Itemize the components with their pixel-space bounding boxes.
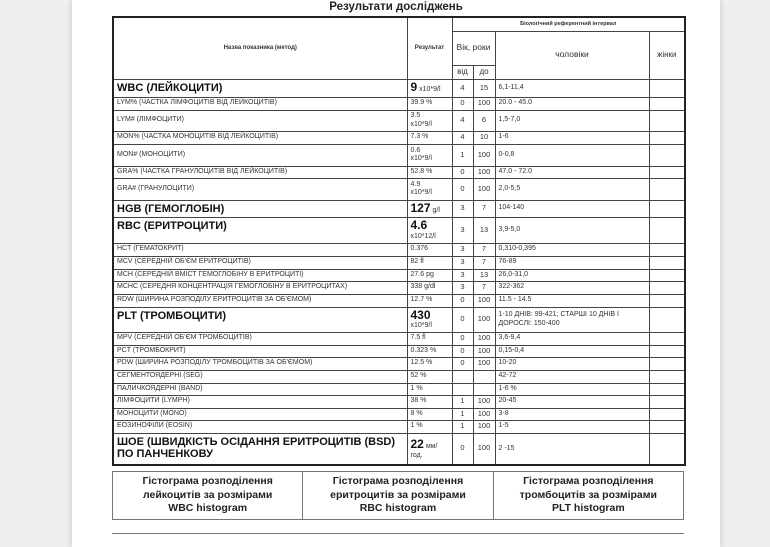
table-row bbox=[113, 281, 685, 294]
row-ref-male: 26,0-31,0 bbox=[495, 269, 649, 281]
row-age-from: 3 bbox=[452, 200, 473, 217]
row-age-from: 3 bbox=[452, 217, 473, 243]
row-age-from: 1 bbox=[452, 408, 473, 420]
histogram-table bbox=[112, 471, 684, 520]
table-row bbox=[113, 110, 685, 131]
header-name: Назва показника (метод) bbox=[113, 17, 407, 79]
row-age-from bbox=[452, 383, 473, 395]
table-row bbox=[113, 243, 685, 256]
row-ref-male: 3,9-5,0 bbox=[495, 217, 649, 243]
row-ref-female bbox=[649, 131, 685, 144]
row-name: ШОЕ (ШВИДКІСТЬ ОСІДАННЯ ЕРИТРОЦИТІВ (BSD) ПО ПАНЧЕНКОВУ bbox=[113, 433, 407, 465]
row-ref-female bbox=[649, 256, 685, 269]
row-result bbox=[407, 345, 452, 357]
row-ref-male: 42-72 bbox=[495, 370, 649, 383]
row-age-to: 13 bbox=[473, 217, 495, 243]
row-age-from: 0 bbox=[452, 294, 473, 307]
histogram-wbc bbox=[113, 472, 303, 520]
row-age-from: 4 bbox=[452, 110, 473, 131]
row-ref-male: 0,15-0,4 bbox=[495, 345, 649, 357]
results-table bbox=[112, 16, 686, 466]
row-result bbox=[407, 370, 452, 383]
header-female: жінки bbox=[649, 31, 685, 79]
row-result bbox=[407, 395, 452, 408]
row-ref-female bbox=[649, 383, 685, 395]
row-ref-male: 1-5 bbox=[495, 420, 649, 433]
row-age-to: 100 bbox=[473, 345, 495, 357]
row-result bbox=[407, 79, 452, 97]
row-age-from: 3 bbox=[452, 256, 473, 269]
header-age-from: від bbox=[452, 65, 473, 79]
row-ref-female bbox=[649, 110, 685, 131]
row-ref-male: 0-0,8 bbox=[495, 144, 649, 166]
row-result bbox=[407, 166, 452, 178]
row-age-to: 100 bbox=[473, 433, 495, 465]
row-ref-male: 2 -15 bbox=[495, 433, 649, 465]
row-age-from: 4 bbox=[452, 131, 473, 144]
row-name: MON% (ЧАСТКА МОНОЦИТІВ ВІД ЛЕЙКОЦИТІВ) bbox=[113, 131, 407, 144]
histogram-wbc-line2: лейкоцитів за розмірами bbox=[142, 488, 273, 501]
result-value: 39.9 % bbox=[410, 99, 433, 107]
table-row bbox=[113, 178, 685, 200]
table-row bbox=[113, 395, 685, 408]
row-ref-female bbox=[649, 217, 685, 243]
row-age-to bbox=[473, 383, 495, 395]
document-title: Результати досліджень bbox=[329, 1, 463, 13]
row-name: RDW (ШИРИНА РОЗПОДІЛУ ЕРИТРОЦИТІВ ЗА ОБ'ЄМОМ) bbox=[113, 294, 407, 307]
row-result bbox=[407, 217, 452, 243]
row-age-from: 1 bbox=[452, 420, 473, 433]
row-name: LYM% (ЧАСТКА ЛІМФОЦИТІВ ВІД ЛЕЙКОЦИТІВ) bbox=[113, 97, 407, 110]
histogram-plt-line1: Гістограма розподілення bbox=[523, 475, 654, 488]
row-age-to: 100 bbox=[473, 420, 495, 433]
row-ref-female bbox=[649, 370, 685, 383]
row-name: PCT (ТРОМБОКРИТ) bbox=[113, 345, 407, 357]
table-row bbox=[113, 97, 685, 110]
table-row bbox=[113, 131, 685, 144]
row-ref-male: 20.0 - 45.0 bbox=[495, 97, 649, 110]
histogram-wbc-line3: WBC histogram bbox=[168, 502, 248, 515]
row-age-to: 6 bbox=[473, 110, 495, 131]
row-age-from: 0 bbox=[452, 166, 473, 178]
row-name: HCT (ГЕМАТОКРИТ) bbox=[113, 243, 407, 256]
row-name: GRA# (ГРАНУЛОЦИТИ) bbox=[113, 178, 407, 200]
row-ref-female bbox=[649, 178, 685, 200]
row-name: MCH (СЕРЕДНІЙ ВМІСТ ГЕМОГЛОБІНУ В ЕРИТРОЦИТІ) bbox=[113, 269, 407, 281]
row-ref-female bbox=[649, 294, 685, 307]
result-value: 127 bbox=[410, 200, 431, 215]
row-ref-male: 76-89 bbox=[495, 256, 649, 269]
row-ref-male: 1-10 ДНІВ: 99-421; СТАРШІ 10 ДНІВ І ДОРОСЛІ: 150-400 bbox=[495, 307, 649, 332]
row-ref-male: 10-20 bbox=[495, 357, 649, 370]
row-name: GRA% (ЧАСТКА ГРАНУЛОЦИТІВ ВІД ЛЕЙКОЦИТІВ) bbox=[113, 166, 407, 178]
row-age-from: 3 bbox=[452, 269, 473, 281]
table-row bbox=[113, 256, 685, 269]
row-name: HGB (ГЕМОГЛОБІН) bbox=[113, 200, 407, 217]
result-value: 0.6 bbox=[410, 146, 421, 154]
row-result bbox=[407, 110, 452, 131]
row-age-from bbox=[452, 370, 473, 383]
result-value: 8 % bbox=[410, 409, 423, 417]
row-age-to bbox=[473, 370, 495, 383]
row-age-from: 0 bbox=[452, 307, 473, 332]
row-name: ЕОЗИНОФІЛИ (EOSIN) bbox=[113, 420, 407, 433]
row-age-to: 100 bbox=[473, 294, 495, 307]
row-result bbox=[407, 269, 452, 281]
result-value: 38 % bbox=[410, 397, 427, 405]
row-result bbox=[407, 281, 452, 294]
row-ref-male: 6,1-11,4 bbox=[495, 79, 649, 97]
row-age-to: 100 bbox=[473, 357, 495, 370]
result-value: 4.9 bbox=[410, 180, 421, 188]
row-age-from: 3 bbox=[452, 243, 473, 256]
row-result bbox=[407, 332, 452, 345]
row-name: ПАЛИЧКОЯДЕРНІ (BAND) bbox=[113, 383, 407, 395]
row-ref-male: 20-45 bbox=[495, 395, 649, 408]
row-ref-female bbox=[649, 97, 685, 110]
row-age-from: 3 bbox=[452, 281, 473, 294]
row-result bbox=[407, 420, 452, 433]
result-value: 7.3 % bbox=[410, 133, 429, 141]
table-row bbox=[113, 383, 685, 395]
table-row bbox=[113, 217, 685, 243]
row-age-to: 100 bbox=[473, 408, 495, 420]
result-value: 0.323 % bbox=[410, 346, 437, 354]
row-age-to: 100 bbox=[473, 166, 495, 178]
row-result bbox=[407, 294, 452, 307]
row-result bbox=[407, 178, 452, 200]
result-unit: x10*9/l bbox=[410, 120, 432, 128]
result-value: 7.5 fl bbox=[410, 334, 426, 342]
row-ref-male: 3,6-9,4 bbox=[495, 332, 649, 345]
bottom-divider bbox=[112, 533, 684, 534]
row-age-to: 7 bbox=[473, 281, 495, 294]
row-age-to: 7 bbox=[473, 256, 495, 269]
result-value: 1 % bbox=[410, 384, 423, 392]
result-unit: x10*9/l bbox=[419, 86, 441, 94]
result-value: 52 % bbox=[410, 372, 427, 380]
row-ref-female bbox=[649, 243, 685, 256]
table-row bbox=[113, 345, 685, 357]
result-value: 82 fl bbox=[410, 258, 424, 266]
row-ref-female bbox=[649, 166, 685, 178]
table-row bbox=[113, 79, 685, 97]
row-age-to: 100 bbox=[473, 307, 495, 332]
result-unit: g/l bbox=[432, 206, 440, 214]
row-ref-female bbox=[649, 281, 685, 294]
histogram-rbc bbox=[303, 472, 493, 520]
result-unit: x10*12/l bbox=[410, 232, 436, 240]
row-ref-female bbox=[649, 433, 685, 465]
row-ref-female bbox=[649, 269, 685, 281]
table-row bbox=[113, 408, 685, 420]
row-ref-female bbox=[649, 200, 685, 217]
result-unit: x10*9/l bbox=[410, 155, 432, 162]
row-ref-male: 1-6 bbox=[495, 131, 649, 144]
result-value: 3.5 bbox=[410, 112, 421, 120]
row-name: WBC (ЛЕЙКОЦИТИ) bbox=[113, 79, 407, 97]
table-row bbox=[113, 166, 685, 178]
row-name: МОНОЦИТИ (MONO) bbox=[113, 408, 407, 420]
table-row bbox=[113, 294, 685, 307]
row-name: PDW (ШИРИНА РОЗПОДІЛУ ТРОМБОЦИТІВ ЗА ОБ'ЄМОМ) bbox=[113, 357, 407, 370]
row-name: MON# (МОНОЦИТИ) bbox=[113, 144, 407, 166]
row-name: СЕГМЕНТОЯДЕРНІ (SEG) bbox=[113, 370, 407, 383]
histogram-wbc-line1: Гістограма розподілення bbox=[142, 475, 273, 488]
document-page bbox=[72, 0, 720, 547]
histogram-plt bbox=[493, 472, 683, 520]
table-row bbox=[113, 307, 685, 332]
table-row bbox=[113, 420, 685, 433]
row-ref-male: 1,5-7,0 bbox=[495, 110, 649, 131]
row-result bbox=[407, 131, 452, 144]
result-unit: мм/ год. bbox=[410, 442, 438, 459]
row-age-from: 0 bbox=[452, 345, 473, 357]
row-age-from: 0 bbox=[452, 178, 473, 200]
result-unit: x10*9/l bbox=[410, 189, 432, 196]
table-row bbox=[113, 144, 685, 166]
row-name: ЛІМФОЦИТИ (LYMPH) bbox=[113, 395, 407, 408]
row-ref-male: 322-362 bbox=[495, 281, 649, 294]
row-ref-male: 11.5 - 14.5 bbox=[495, 294, 649, 307]
row-result bbox=[407, 97, 452, 110]
row-ref-female bbox=[649, 357, 685, 370]
row-age-to: 100 bbox=[473, 178, 495, 200]
table-row bbox=[113, 433, 685, 465]
result-value: 22 bbox=[410, 436, 424, 451]
row-result bbox=[407, 433, 452, 465]
table-row bbox=[113, 269, 685, 281]
row-age-from: 0 bbox=[452, 97, 473, 110]
row-result bbox=[407, 200, 452, 217]
result-value: 9 bbox=[410, 80, 418, 95]
header-result: Результат bbox=[407, 17, 452, 79]
row-ref-male: 0,310-0,395 bbox=[495, 243, 649, 256]
table-row bbox=[113, 332, 685, 345]
row-result bbox=[407, 408, 452, 420]
histogram-rbc-line3: RBC histogram bbox=[359, 502, 437, 515]
row-ref-female bbox=[649, 332, 685, 345]
row-ref-male: 47.0 - 72.0 bbox=[495, 166, 649, 178]
row-age-to: 100 bbox=[473, 144, 495, 166]
row-age-to: 13 bbox=[473, 269, 495, 281]
row-name: MPV (СЕРЕДНІЙ ОБ'ЄМ ТРОМБОЦИТІВ) bbox=[113, 332, 407, 345]
row-name: LYM# (ЛІМФОЦИТИ) bbox=[113, 110, 407, 131]
result-value: 338 g/dl bbox=[410, 283, 436, 291]
row-result bbox=[407, 256, 452, 269]
row-ref-male: 3-8 bbox=[495, 408, 649, 420]
result-value: 430 bbox=[410, 307, 431, 322]
result-value: 1 % bbox=[410, 422, 423, 430]
row-age-to: 10 bbox=[473, 131, 495, 144]
row-age-to: 100 bbox=[473, 395, 495, 408]
row-age-from: 0 bbox=[452, 357, 473, 370]
row-ref-female bbox=[649, 307, 685, 332]
row-age-to: 15 bbox=[473, 79, 495, 97]
row-ref-female bbox=[649, 144, 685, 166]
histogram-plt-line2: тромбоцитів за розмірами bbox=[519, 488, 657, 501]
row-result bbox=[407, 307, 452, 332]
histogram-rbc-line2: еритроцитів за розмірами bbox=[330, 488, 466, 501]
row-ref-female bbox=[649, 408, 685, 420]
row-result bbox=[407, 357, 452, 370]
row-age-from: 0 bbox=[452, 332, 473, 345]
row-age-to: 7 bbox=[473, 243, 495, 256]
result-value: 27.6 pg bbox=[410, 270, 434, 278]
row-result bbox=[407, 383, 452, 395]
row-age-from: 4 bbox=[452, 79, 473, 97]
table-row bbox=[113, 370, 685, 383]
row-name: MCV (СЕРЕДНІЙ ОБ'ЄМ ЕРИТРОЦИТІВ) bbox=[113, 256, 407, 269]
row-ref-female bbox=[649, 79, 685, 97]
histogram-rbc-line1: Гістограма розподілення bbox=[332, 475, 464, 488]
result-value: 12.5 % bbox=[410, 359, 433, 367]
row-ref-female bbox=[649, 420, 685, 433]
header-male: чоловіки bbox=[495, 31, 649, 79]
results-body bbox=[113, 79, 685, 465]
row-name: RBC (ЕРИТРОЦИТИ) bbox=[113, 217, 407, 243]
table-row bbox=[113, 200, 685, 217]
histogram-plt-line3: PLT histogram bbox=[551, 502, 625, 515]
row-result bbox=[407, 243, 452, 256]
row-name: MCHC (СЕРЕДНЯ КОНЦЕНТРАЦІЯ ГЕМОГЛОБІНУ В ЕРИТРОЦИТАХ) bbox=[113, 281, 407, 294]
table-row bbox=[113, 357, 685, 370]
row-age-to: 100 bbox=[473, 97, 495, 110]
row-age-from: 0 bbox=[452, 433, 473, 465]
row-age-to: 7 bbox=[473, 200, 495, 217]
row-ref-male: 1-6 % bbox=[495, 383, 649, 395]
result-unit: x10*9/l bbox=[410, 322, 432, 330]
result-value: 12.7 % bbox=[410, 296, 433, 304]
row-ref-female bbox=[649, 345, 685, 357]
row-ref-male: 104-140 bbox=[495, 200, 649, 217]
row-age-from: 1 bbox=[452, 144, 473, 166]
row-ref-female bbox=[649, 395, 685, 408]
result-value: 0.376 bbox=[410, 245, 429, 253]
result-value: 4.6 bbox=[410, 218, 428, 233]
row-ref-male: 2,0-5,5 bbox=[495, 178, 649, 200]
row-age-from: 1 bbox=[452, 395, 473, 408]
header-age: Вік, роки bbox=[452, 31, 495, 65]
row-name: PLT (ТРОМБОЦИТИ) bbox=[113, 307, 407, 332]
header-age-to: до bbox=[473, 65, 495, 79]
header-ref-interval: Біологічний референтний інтервал bbox=[452, 17, 685, 31]
row-age-to: 100 bbox=[473, 332, 495, 345]
row-result bbox=[407, 144, 452, 166]
result-value: 52.8 % bbox=[410, 167, 433, 175]
